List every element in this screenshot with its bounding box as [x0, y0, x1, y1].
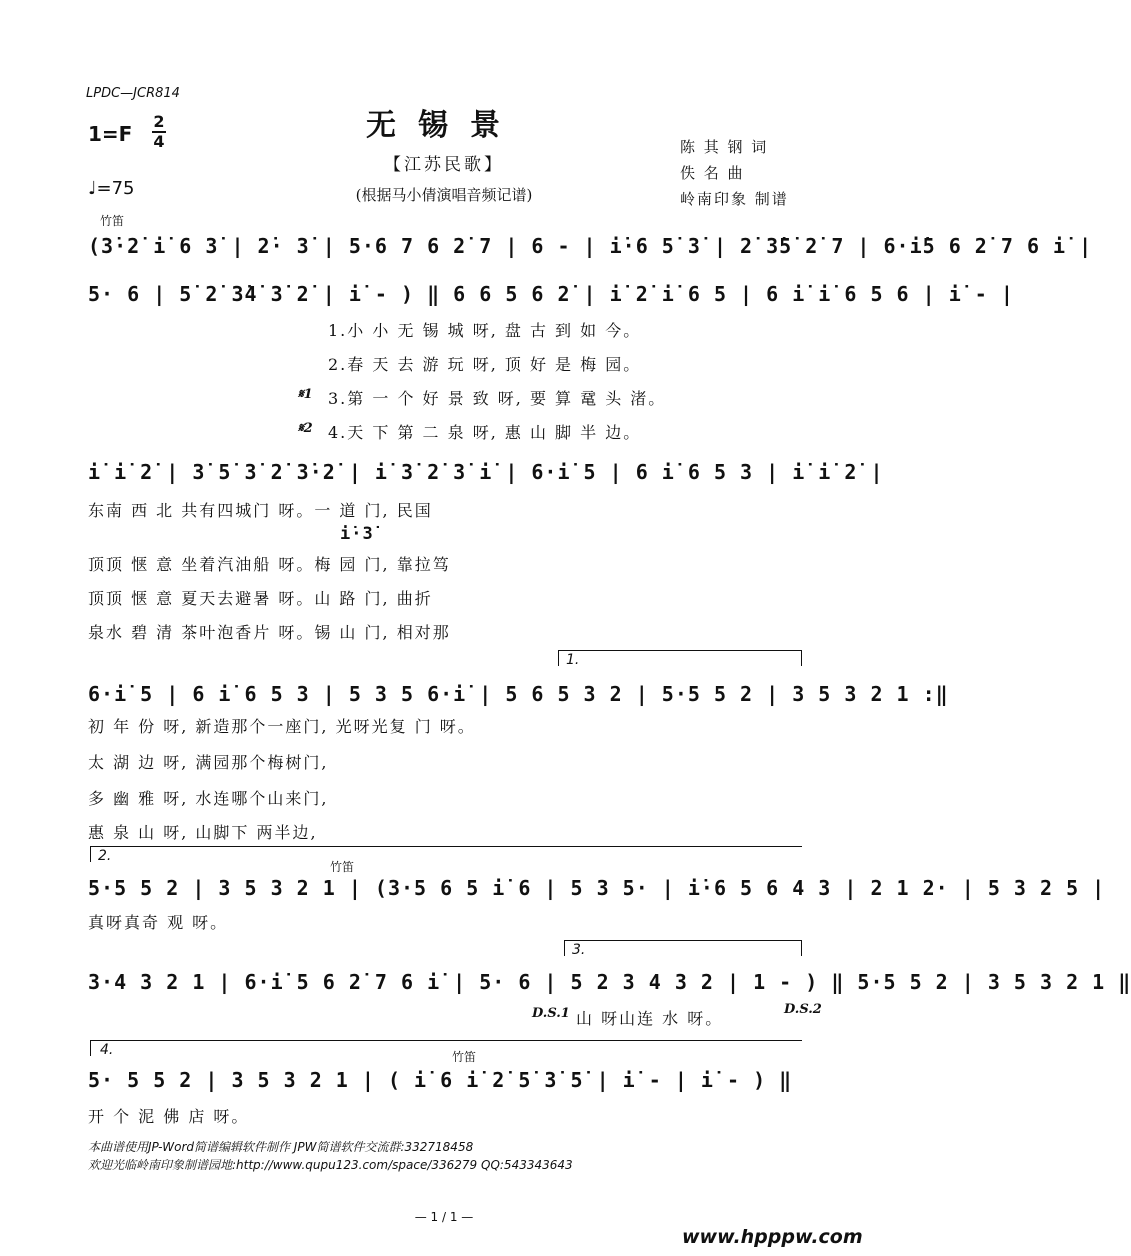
- lyric-line-c: 真呀真奇 观 呀。: [88, 913, 229, 932]
- volta-2: 2.: [98, 848, 112, 864]
- music-line-2: 5· 6 | 5̇ 2̇ 3̇4̇ 3̇ 2̇ | i̇ - ) ‖ 6 6 5 6 2̇ | i̇ 2̇ i̇ 6 5 | 6 i̇ i̇ 6 5 6 | i̇ - |: [88, 282, 1014, 306]
- volta-4: 4.: [100, 1042, 114, 1058]
- segno-mark-1: 𝄋1: [298, 387, 313, 402]
- lyric-line-a1: 东南 西 北 共有四城门 呀。一 道 门, 民国: [88, 501, 433, 520]
- song-genre: 【江苏民歌】: [384, 155, 504, 175]
- score-code: LPDC—JCR814: [86, 86, 180, 101]
- lyric-line-d: 山 呀山连 水 呀。: [576, 1009, 724, 1028]
- tempo-mark: ♩=75: [88, 178, 135, 199]
- lyric-line-e: 开 个 泥 佛 店 呀。: [88, 1107, 250, 1126]
- music-line-7: 5· 5 5 2 | 3 5 3 2 1 | ( i̇ 6 i̇ 2̇ 5̇ 3̇ 5̇ | i̇ - | i̇ - ) ‖: [88, 1068, 793, 1092]
- time-denominator: 4: [153, 132, 165, 151]
- music-line-3: i̇ i̇ 2̇ | 3̇ 5̇ 3̇ 2̇ 3̇·2̇ | i̇ 3̇ 2̇ 3̇ i̇ | 6·i̇ 5 | 6 i̇ 6 5 3 | i̇ i̇ 2̇ |: [88, 460, 884, 484]
- lyric-line-a2: 顶顶 惬 意 坐着汽油船 呀。梅 园 门, 靠拉笃: [88, 555, 451, 574]
- lyric-line-b2: 太 湖 边 呀, 满园那个梅树门,: [88, 753, 329, 772]
- lyric-line-b3: 多 幽 雅 呀, 水连哪个山来门,: [88, 789, 329, 808]
- ds-mark-1: D.S.1: [532, 1006, 570, 1021]
- lyric-line-b4: 惠 泉 山 呀, 山脚下 两半边,: [88, 823, 318, 842]
- volta-1: 1.: [566, 652, 580, 668]
- instrument-label-3: 竹笛: [452, 1050, 477, 1064]
- time-signature: [152, 114, 166, 150]
- transcription-note: (根据马小倩演唱音频记谱): [355, 186, 533, 204]
- music-line-4: 6·i̇ 5 | 6 i̇ 6 5 3 | 5 3 5 6·i̇ | 5 6 5 3 2 | 5·5 5 2 | 3 5 3 2 1 :‖: [88, 682, 949, 706]
- segno-mark-2: 𝄋2: [298, 421, 313, 436]
- site-watermark: www.hpppw.com: [682, 1226, 863, 1248]
- instrument-label-2: 竹笛: [330, 860, 355, 874]
- lyric-line-b1: 初 年 份 呀, 新造那个一座门, 光呀光复 门 呀。: [88, 717, 476, 736]
- song-title: 无锡景: [366, 108, 522, 143]
- lyric-line-a3: 顶顶 惬 意 夏天去避暑 呀。山 路 门, 曲折: [88, 589, 433, 608]
- page-number: — 1 / 1 —: [414, 1210, 474, 1224]
- footer-software: 本曲谱使用JP-Word简谱编辑软件制作 JPW简谱软件交流群:332718458: [88, 1140, 474, 1154]
- alt-note: i̇·3̇: [340, 524, 374, 544]
- music-line-5: 5·5 5 2 | 3 5 3 2 1 | (3·5 6 5 i̇ 6 | 5 3 5· | i̇·6 5 6 4 3 | 2 1 2· | 5 3 2 5 |: [88, 876, 1106, 900]
- key-signature: 1=F: [88, 122, 133, 146]
- music-line-1: (3̇·2̇ i̇ 6 3̇ | 2̇· 3̇ | 5·6 7 6 2̇ 7 | 6 - | i̇·6 5̇ 3̇ | 2̇ 3̇5̇ 2̇ 7 | 6·i̇5 6 2̇ 7 6 i̇ |: [88, 234, 1093, 258]
- volta-3: 3.: [572, 942, 586, 958]
- credit-composer: 佚 名 曲: [680, 164, 745, 182]
- music-line-6: 3·4 3 2 1 | 6·i̇ 5 6 2̇ 7 6 i̇ | 5· 6 | 5 2 3 4 3 2 | 1 - ) ‖ 5·5 5 2 | 3 5 3 2 1 ‖: [88, 970, 1131, 994]
- lyric-line-a4: 泉水 碧 清 茶叶泡香片 呀。锡 山 门, 相对那: [88, 623, 451, 642]
- instrument-label: 竹笛: [100, 214, 125, 228]
- verse-line-1: 1.小 小 无 锡 城 呀, 盘 古 到 如 今。: [328, 321, 642, 340]
- ds-mark-2: D.S.2: [784, 1002, 822, 1017]
- credit-arranger: 岭南印象 制谱: [680, 190, 789, 208]
- verse-line-4: 4.天 下 第 二 泉 呀, 惠 山 脚 半 边。: [328, 423, 642, 442]
- verse-line-2: 2.春 天 去 游 玩 呀, 顶 好 是 梅 园。: [328, 355, 642, 374]
- time-numerator: 2: [153, 112, 165, 131]
- credit-lyricist: 陈 其 钢 词: [680, 138, 769, 156]
- footer-website: 欢迎光临岭南印象制谱园地:http://www.qupu123.com/space/336279 QQ:543343643: [88, 1158, 573, 1172]
- verse-line-3: 3.第 一 个 好 景 致 呀, 要 算 鼋 头 渚。: [328, 389, 667, 408]
